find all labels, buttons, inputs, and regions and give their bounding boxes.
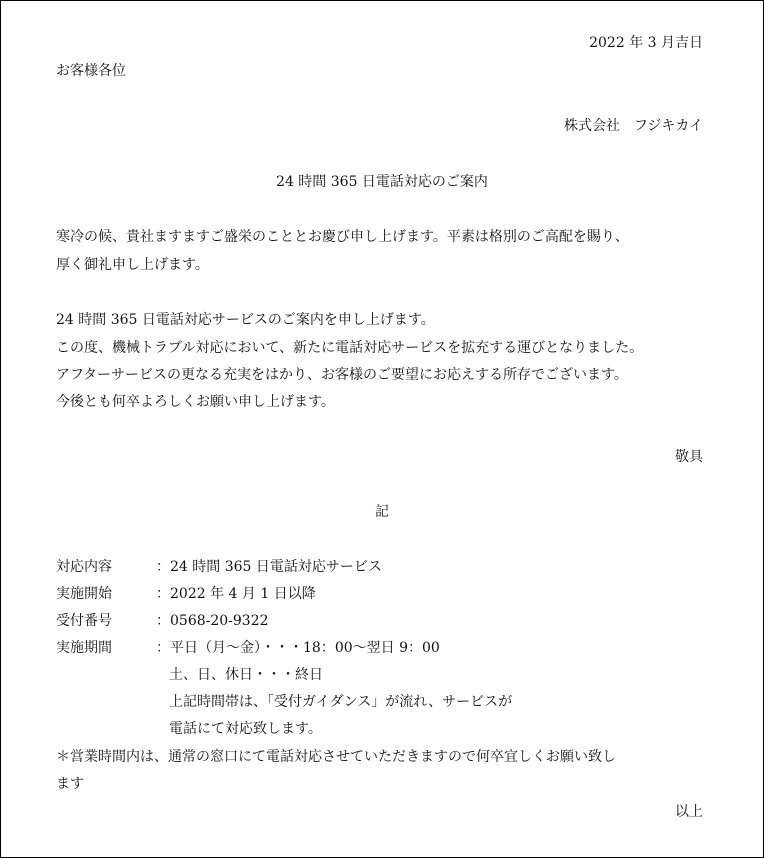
letter-end: 以上 <box>675 804 703 820</box>
period-continuation-1: 土、日、休日・・・終日 <box>169 667 323 683</box>
note-line-2: ます <box>56 776 84 792</box>
item-value-period: ：平日（月～金）・・・18：00～翌日 9：00 <box>156 640 440 656</box>
item-value-start: ：2022 年 4 月 1 日以降 <box>156 586 316 602</box>
body-line-3: アフターサービスの更なる充実をはかり、お客様のご要望にお応えする所存でございます。 <box>56 367 628 383</box>
greeting-line-1: 寒冷の候、貴社ますますご盛栄のこととお慶び申し上げます。平素は格別のご高配を賜り、 <box>56 229 629 245</box>
period-continuation-2: 上記時間帯は、「受付ガイダンス」が流れ、サービスが <box>169 694 513 710</box>
period-continuation-3: 電話にて対応致します。 <box>169 721 322 737</box>
greeting-line-2: 厚く御礼申し上げます。 <box>56 257 209 273</box>
ki-heading: 記 <box>375 504 389 520</box>
item-label-start: 実施開始 <box>56 586 112 602</box>
item-label-content: 対応内容 <box>56 559 112 575</box>
note-line-1: ＊営業時間内は、通常の窓口にて電話対応させていただきますので何卒宜しくお願い致し <box>56 749 616 765</box>
body-line-1: 24 時間 365 日電話対応サービスのご案内を申し上げます。 <box>56 312 435 328</box>
body-line-4: 今後とも何卒よろしくお願い申し上げます。 <box>56 394 335 410</box>
item-label-period: 実施期間 <box>56 640 112 656</box>
item-value-number: ：0568-20-9322 <box>156 613 269 629</box>
body-line-2: この度、機械トラブル対応において、新たに電話対応サービスを拡充する運びとなりました。 <box>56 340 644 356</box>
item-label-number: 受付番号 <box>56 613 112 629</box>
item-value-content: ：24 時間 365 日電話対応サービス <box>156 559 382 575</box>
letter-sender: 株式会社 フジキカイ <box>563 118 703 134</box>
letter-recipient: お客様各位 <box>56 63 126 79</box>
letter-closing: 敬具 <box>675 449 703 465</box>
letter-title: 24 時間 365 日電話対応のご案内 <box>276 174 488 190</box>
letter-date: 2022 年 3 月吉日 <box>589 35 703 51</box>
